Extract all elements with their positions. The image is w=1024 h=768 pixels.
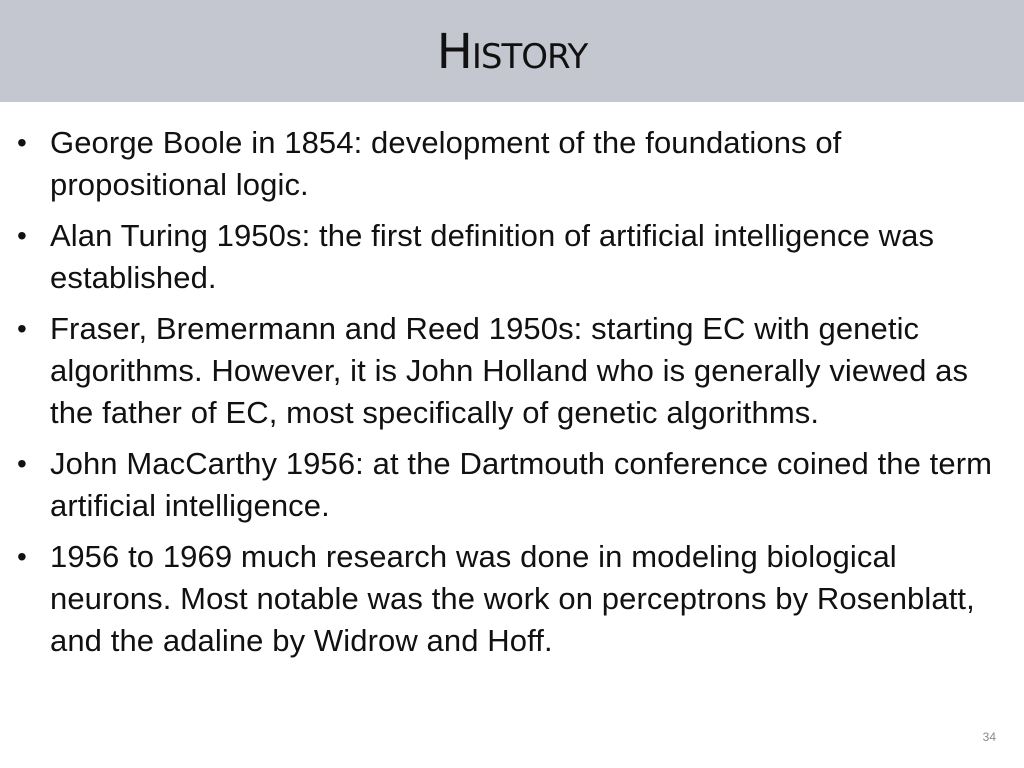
page-number: 34: [982, 730, 996, 744]
bullet-list: [14, 122, 1014, 662]
bullet-text: 1956 to 1969 much research was done in modeling biological neurons. Most notable was the work on perceptrons by Rosenblatt, and the adaline by Widrow and Hoff.: [50, 539, 975, 658]
bullet-item: [14, 215, 1014, 299]
bullet-icon: •: [17, 448, 27, 479]
bullet-icon: •: [17, 541, 27, 572]
slide-content: [14, 122, 1014, 671]
slide-title: History: [436, 24, 588, 80]
bullet-icon: •: [17, 313, 27, 344]
bullet-text: John MacCarthy 1956: at the Dartmouth conference coined the term artificial intelligence.: [50, 446, 993, 523]
bullet-icon: •: [17, 127, 27, 158]
bullet-item: [14, 122, 1014, 206]
title-bar: [0, 0, 1024, 102]
bullet-text: Alan Turing 1950s: the first definition of artificial intelligence was established.: [50, 218, 935, 295]
bullet-item: [14, 308, 1014, 434]
bullet-item: [14, 536, 1014, 662]
bullet-item: [14, 443, 1014, 527]
bullet-text: George Boole in 1854: development of the foundations of propositional logic.: [50, 125, 842, 202]
bullet-text: Fraser, Bremermann and Reed 1950s: starting EC with genetic algorithms. However, it is John Holland who is generally viewed as the father of EC, most specifically of genetic algorithms.: [50, 311, 969, 430]
bullet-icon: •: [17, 220, 27, 251]
